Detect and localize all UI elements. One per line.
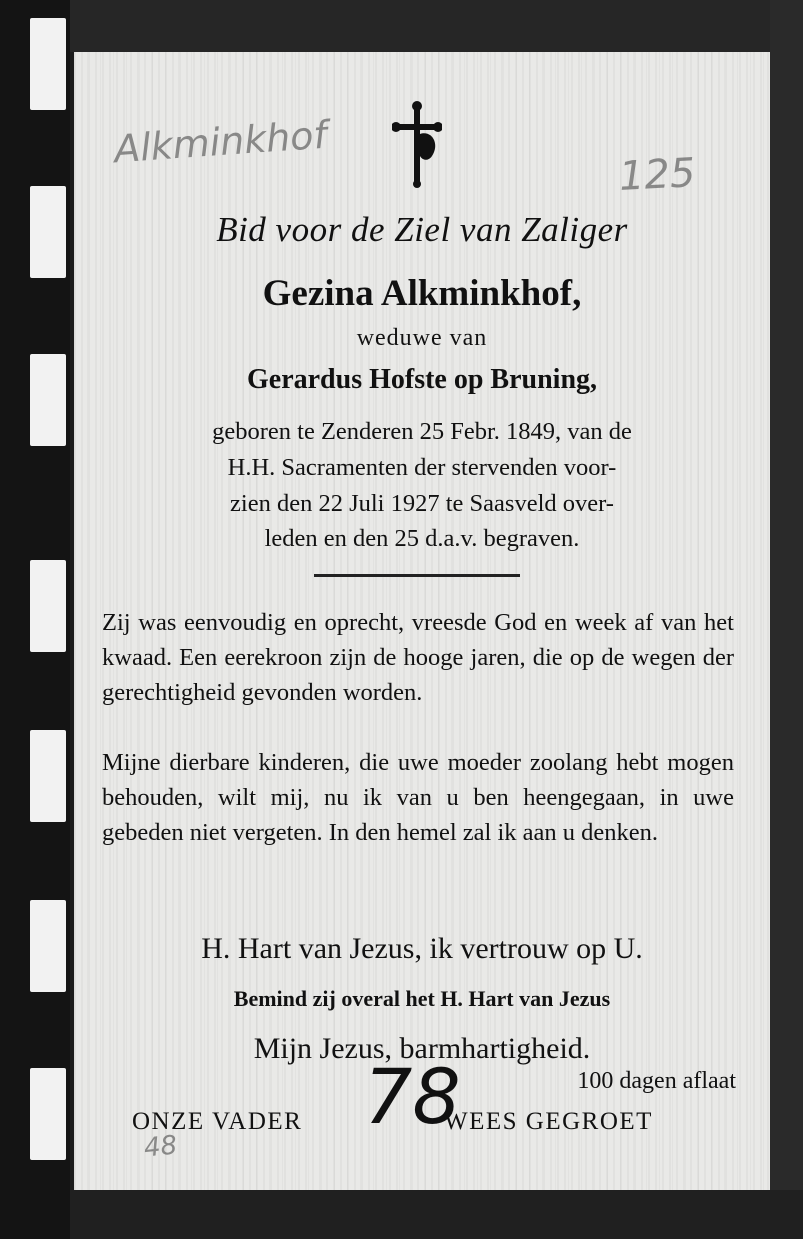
deceased-name: Gezina Alkminkhof, <box>262 273 582 314</box>
hail-mary-label: WEES GEGROET <box>444 1108 653 1135</box>
widow-of-label: weduwe van <box>356 325 488 351</box>
memorial-card <box>74 52 770 1190</box>
biography-line: zien den 22 Juli 1927 te Saasveld over- <box>230 490 614 517</box>
handwritten-name-note: Alkminkhof <box>112 112 329 172</box>
virtue-paragraph: Zij was eenvoudig en oprecht, vreesde God en week af van het kwaad. Een eerekroon zijn de hooge jaren, die op de wegen der gerechtigheid gevonden worden. <box>102 609 734 706</box>
cross-icon <box>392 100 442 190</box>
scan-border-bottom <box>70 1190 803 1239</box>
scan-border-right <box>770 0 803 1239</box>
biography-line: leden en den 25 d.a.v. begraven. <box>264 525 580 552</box>
handwritten-small-note: 48 <box>142 1130 179 1164</box>
biography-line: H.H. Sacramenten der stervenden voor- <box>227 454 617 481</box>
film-sprocket-hole <box>30 1068 66 1160</box>
film-sprocket-hole <box>30 18 66 110</box>
film-sprocket-hole <box>30 900 66 992</box>
our-father-label: ONZE VADER <box>132 1108 303 1135</box>
sacred-heart-prayer: H. Hart van Jezus, ik vertrouw op U. <box>201 932 643 965</box>
indulgence-note: 100 dagen aflaat <box>577 1068 736 1094</box>
biography-line: geboren te Zenderen 25 Febr. 1849, van de <box>212 418 632 445</box>
bemind-prayer: Bemind zij overal het H. Hart van Jezus <box>233 986 611 1011</box>
film-sprocket-hole <box>30 730 66 822</box>
divider-rule <box>314 574 520 577</box>
scan-border-top <box>70 0 803 52</box>
handwritten-number-note: 125 <box>617 150 697 200</box>
husband-name: Gerardus Hofste op Bruning, <box>246 364 598 395</box>
invocation-heading: Bid voor de Ziel van Zaliger <box>216 210 628 249</box>
film-sprocket-hole <box>30 186 66 278</box>
film-sprocket-hole <box>30 354 66 446</box>
film-strip <box>0 0 70 1239</box>
handwritten-bottom-mark: 78 <box>364 1052 461 1141</box>
film-sprocket-hole <box>30 560 66 652</box>
children-paragraph: Mijne dierbare kinderen, die uwe moeder zoolang hebt mogen behouden, wilt mij, nu ik van u ben heengegaan, in uwe gebeden niet vergeten. In den hemel zal ik aan u denken. <box>102 749 734 846</box>
mercy-prayer: Mijn Jezus, barmhartigheid. <box>253 1032 591 1065</box>
